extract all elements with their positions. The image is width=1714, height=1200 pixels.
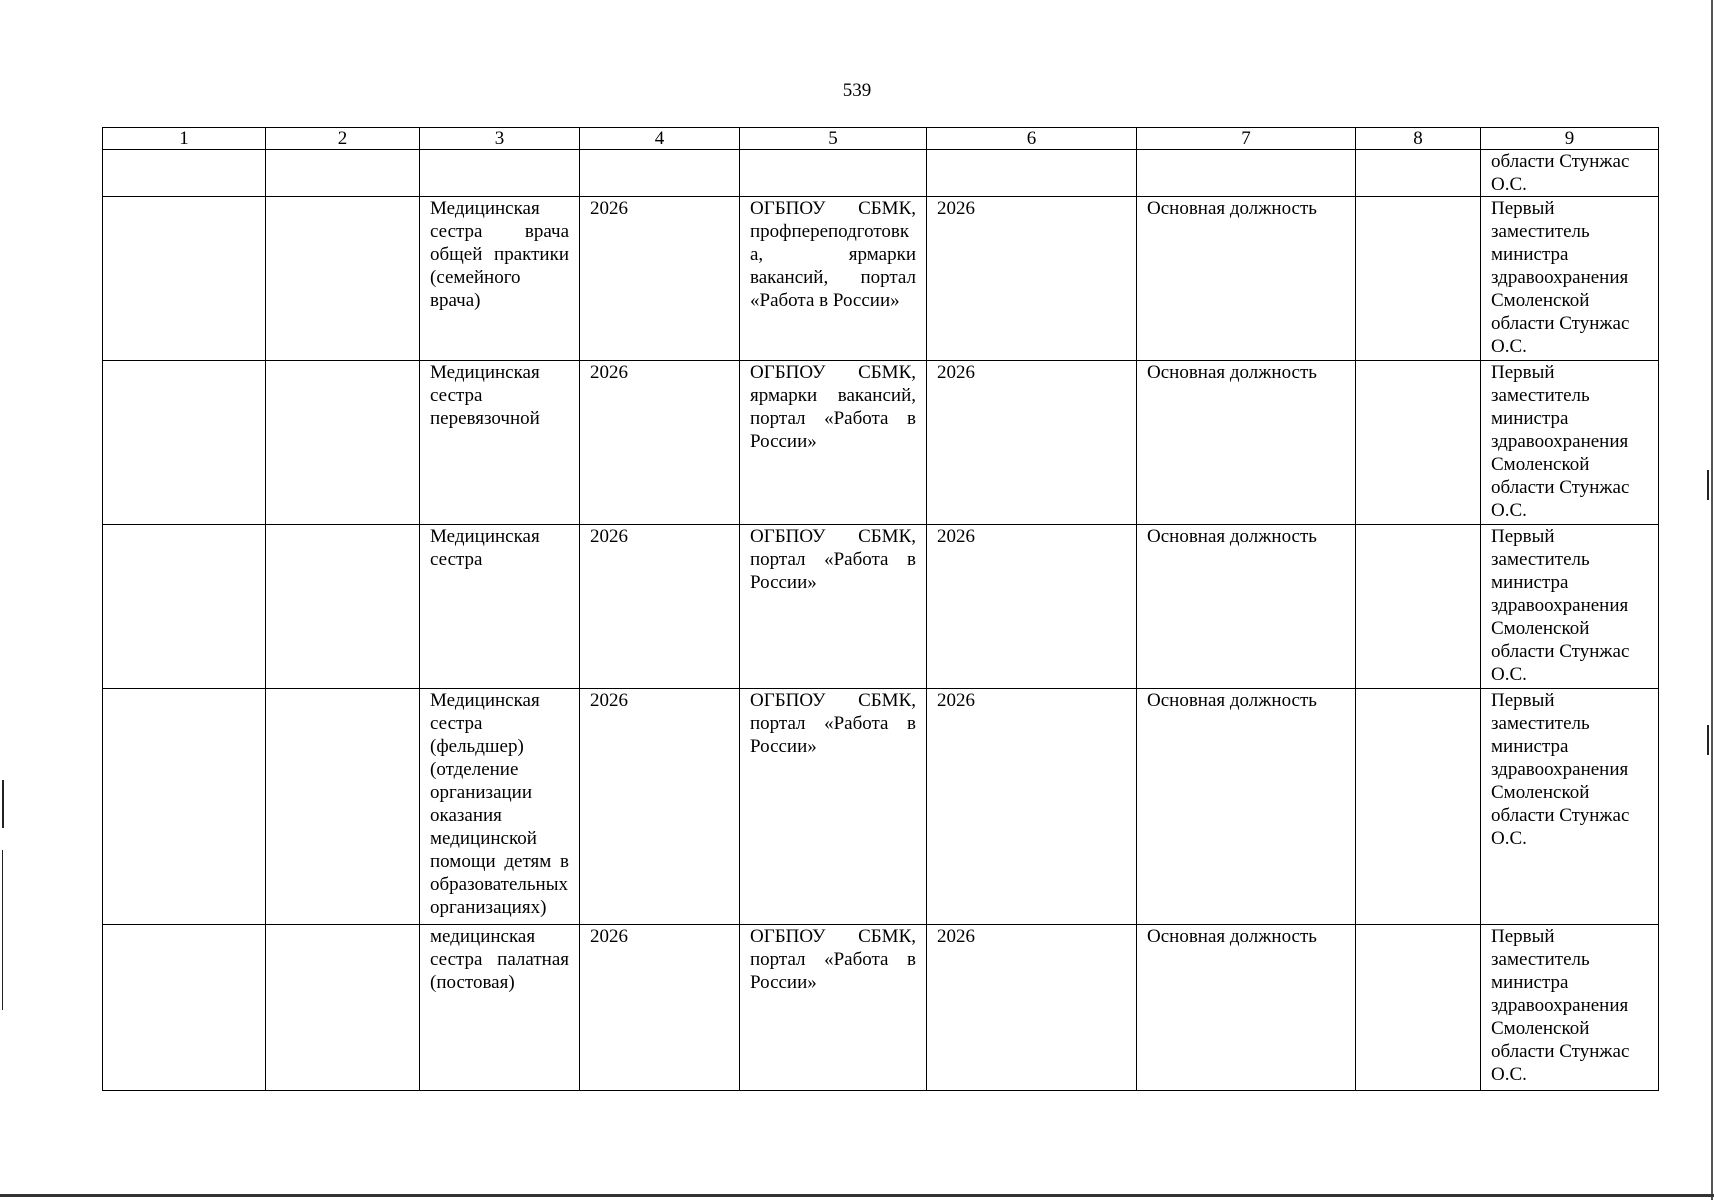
responsible-cell: Первый заместитель министра здравоохранения Смоленской области Стунжас О.С. — [1481, 197, 1659, 361]
header-row — [103, 128, 1659, 150]
responsible-cell: Первый заместитель министра здравоохранения Смоленской области Стунжас О.С. — [1481, 525, 1659, 689]
table-cell — [1356, 925, 1481, 1091]
position-cell: Медицинская сестра врача общей практики (семейного врача) — [420, 197, 580, 361]
col-header-2: 2 — [266, 128, 420, 150]
scan-mark — [1707, 470, 1709, 500]
col-header-6: 6 — [927, 128, 1137, 150]
employment-type-cell: Основная должность — [1137, 361, 1356, 525]
col-header-8: 8 — [1356, 128, 1481, 150]
table-cell — [927, 150, 1137, 197]
table-cell — [740, 150, 927, 197]
data-table — [102, 127, 1659, 1091]
scan-edge-bottom — [0, 1194, 1714, 1197]
table-cell — [1356, 525, 1481, 689]
table-row — [103, 197, 1659, 361]
page-number: 539 — [842, 80, 872, 101]
col-header-7: 7 — [1137, 128, 1356, 150]
table-cell — [103, 925, 266, 1091]
table-cell — [266, 525, 420, 689]
employment-type-cell: Основная должность — [1137, 197, 1356, 361]
table-cell — [266, 689, 420, 925]
responsible-cell: Первый заместитель министра здравоохранения Смоленской области Стунжас О.С. — [1481, 689, 1659, 925]
year-cell: 2026 — [580, 361, 740, 525]
table-cell — [580, 150, 740, 197]
position-cell: Медицинская сестра — [420, 525, 580, 689]
position-cell: медицинская сестра палатная (постовая) — [420, 925, 580, 1091]
scan-mark — [1707, 725, 1709, 755]
year-cell: 2026 — [927, 361, 1137, 525]
table-cell — [420, 150, 580, 197]
year-cell: 2026 — [580, 197, 740, 361]
table-row — [103, 689, 1659, 925]
scan-edge-right — [1711, 0, 1713, 1200]
table-row — [103, 150, 1659, 197]
employment-type-cell: Основная должность — [1137, 689, 1356, 925]
table-cell — [266, 197, 420, 361]
table-cell — [1356, 361, 1481, 525]
table-cell — [103, 525, 266, 689]
source-cell: ОГБПОУ СБМК, профпереподготовка, ярмарки вакансий, портал «Работа в России» — [740, 197, 927, 361]
year-cell: 2026 — [927, 197, 1137, 361]
responsible-cell: Первый заместитель министра здравоохранения Смоленской области Стунжас О.С. — [1481, 925, 1659, 1091]
scan-mark — [2, 780, 4, 828]
table-cell — [103, 150, 266, 197]
table-cell — [1137, 150, 1356, 197]
col-header-5: 5 — [740, 128, 927, 150]
employment-type-cell: Основная должность — [1137, 925, 1356, 1091]
col-header-9: 9 — [1481, 128, 1659, 150]
table-cell — [103, 361, 266, 525]
table-cell — [103, 197, 266, 361]
table-cell: области Стунжас О.С. — [1481, 150, 1659, 197]
year-cell: 2026 — [927, 525, 1137, 689]
col-header-1: 1 — [103, 128, 266, 150]
scan-mark — [2, 850, 3, 1010]
table-row — [103, 361, 1659, 525]
year-cell: 2026 — [927, 925, 1137, 1091]
col-header-3: 3 — [420, 128, 580, 150]
table-cell — [103, 689, 266, 925]
source-cell: ОГБПОУ СБМК, портал «Работа в России» — [740, 689, 927, 925]
employment-type-cell: Основная должность — [1137, 525, 1356, 689]
year-cell: 2026 — [580, 525, 740, 689]
table-cell — [1356, 689, 1481, 925]
year-cell: 2026 — [580, 925, 740, 1091]
table-cell — [266, 361, 420, 525]
year-cell: 2026 — [580, 689, 740, 925]
table-row — [103, 925, 1659, 1091]
table-cell — [266, 150, 420, 197]
source-cell: ОГБПОУ СБМК, портал «Работа в России» — [740, 925, 927, 1091]
table-cell — [1356, 197, 1481, 361]
table-cell — [1356, 150, 1481, 197]
year-cell: 2026 — [927, 689, 1137, 925]
position-cell: Медицинская сестра (фельдшер) (отделение организации оказания медицинской помощи детям в образовательных организациях) — [420, 689, 580, 925]
source-cell: ОГБПОУ СБМК, портал «Работа в России» — [740, 525, 927, 689]
position-cell: Медицинская сестра перевязочной — [420, 361, 580, 525]
col-header-4: 4 — [580, 128, 740, 150]
table-cell — [266, 925, 420, 1091]
source-cell: ОГБПОУ СБМК, ярмарки вакансий, портал «Работа в России» — [740, 361, 927, 525]
responsible-cell: Первый заместитель министра здравоохранения Смоленской области Стунжас О.С. — [1481, 361, 1659, 525]
table-row — [103, 525, 1659, 689]
